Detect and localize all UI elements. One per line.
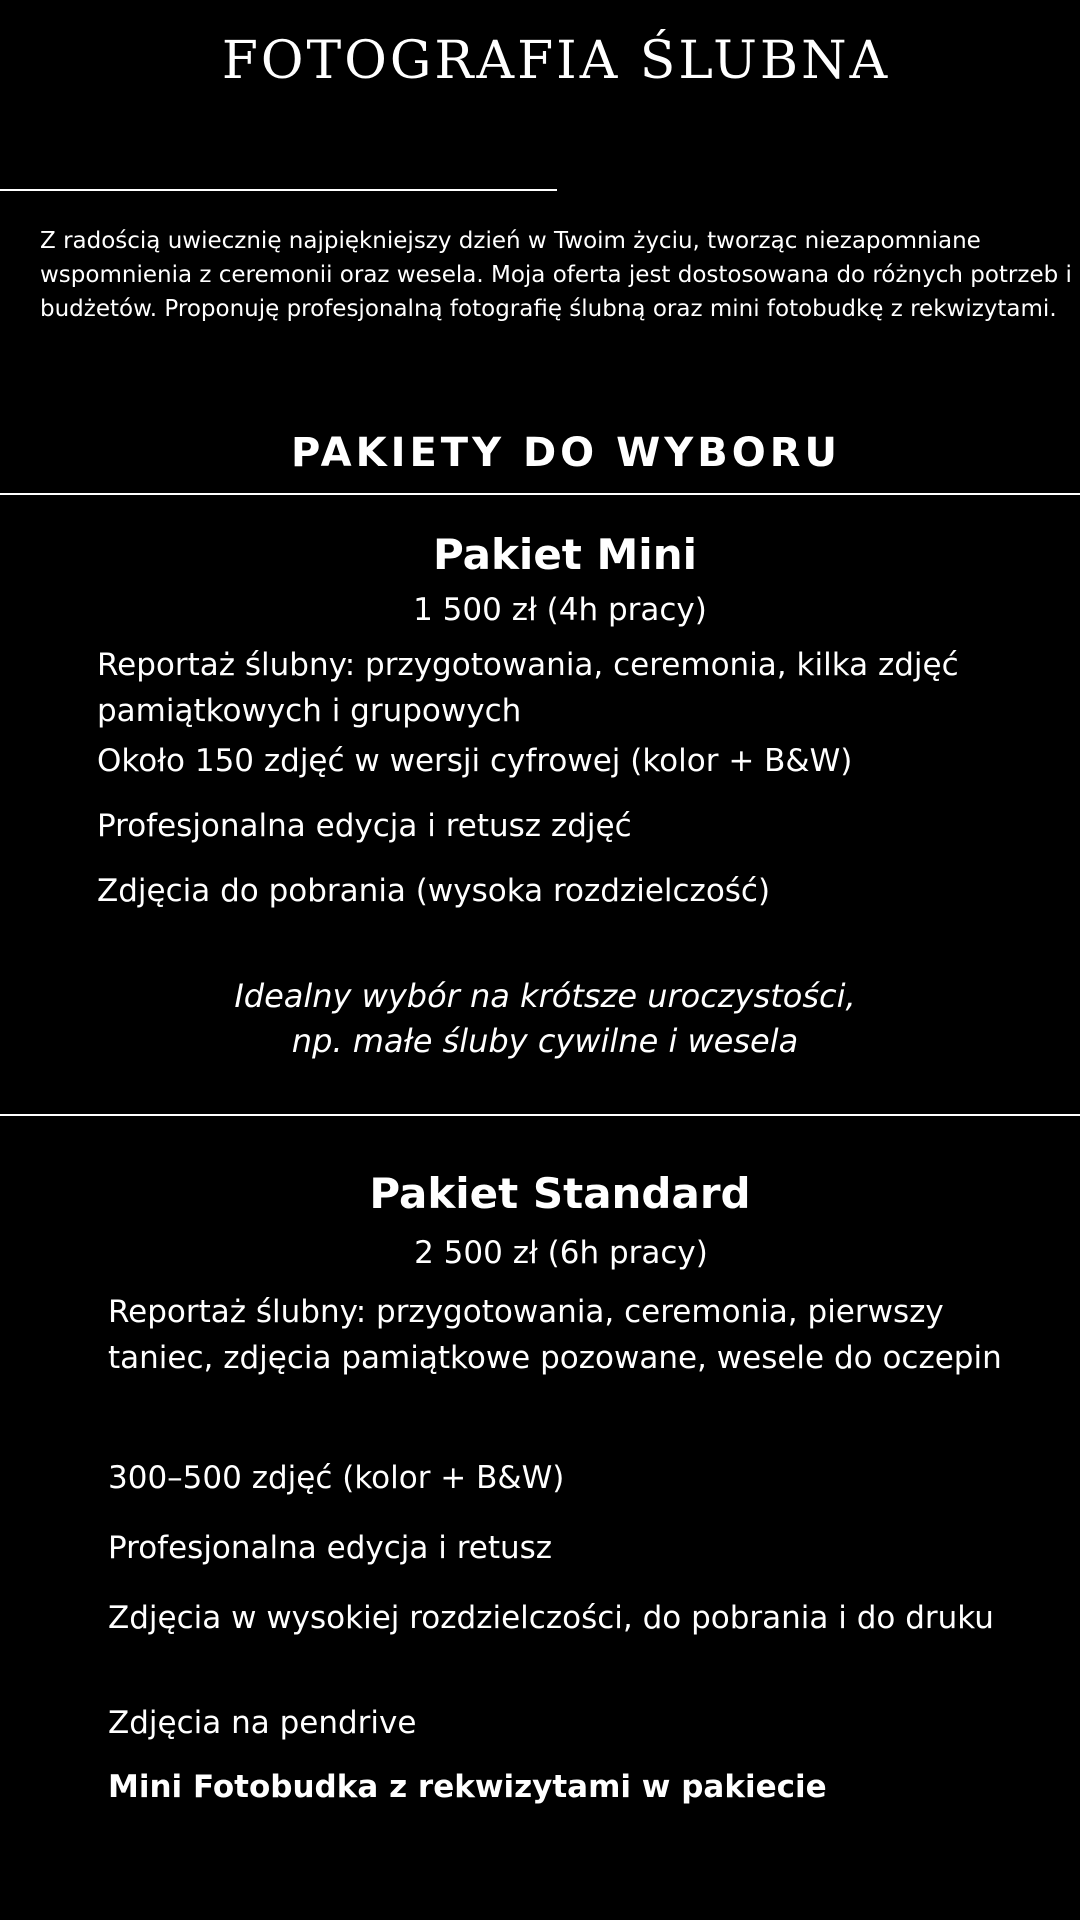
package-feature: Zdjęcia w wysokiej rozdzielczości, do pobrania i do druku [108,1600,994,1636]
packages-heading: PAKIETY DO WYBORU [291,430,841,476]
intro-paragraph: Z radością uwiecznię najpiękniejszy dzień w Twoim życiu, tworząc niezapomniane wspomnienia z ceremonii oraz wesela. Moja oferta jest dostosowana do różnych potrzeb i budżetów. Proponuję profesjonalną fotografię ślubną oraz mini fotobudkę z rekwizytami. [40,228,1072,322]
package-price: 2 500 zł (6h pracy) [414,1235,708,1271]
package-feature: Profesjonalna edycja i retusz [108,1530,553,1566]
package-feature: 300–500 zdjęć (kolor + B&W) [108,1460,565,1496]
package-feature: Reportaż ślubny: przygotowania, ceremonia, pierwszy taniec, zdjęcia pamiątkowe pozowane, wesele do oczepin [108,1294,1002,1376]
package-feature: Zdjęcia do pobrania (wysoka rozdzielczość) [97,873,771,909]
package-feature: Profesjonalna edycja i retusz zdjęć [97,808,632,844]
page-title: FOTOGRAFIA ŚLUBNA [221,31,891,91]
package-tagline-line: Idealny wybór na krótsze uroczystości, [234,977,856,1015]
package-price: 1 500 zł (4h pracy) [413,592,707,628]
package-divider [0,1114,1080,1116]
section-divider [0,493,1080,495]
package-title: Pakiet Mini [433,530,697,579]
package-feature-highlight: Mini Fotobudka z rekwizytami w pakiecie [108,1769,827,1805]
package-title: Pakiet Standard [369,1169,751,1218]
package-tagline-line: np. małe śluby cywilne i wesela [291,1022,799,1060]
package-feature: Zdjęcia na pendrive [108,1705,417,1741]
package-feature: Około 150 zdjęć w wersji cyfrowej (kolor + B&W) [97,743,853,779]
title-divider [0,189,557,191]
package-feature: Reportaż ślubny: przygotowania, ceremonia, kilka zdjęć pamiątkowych i grupowych [97,647,959,729]
